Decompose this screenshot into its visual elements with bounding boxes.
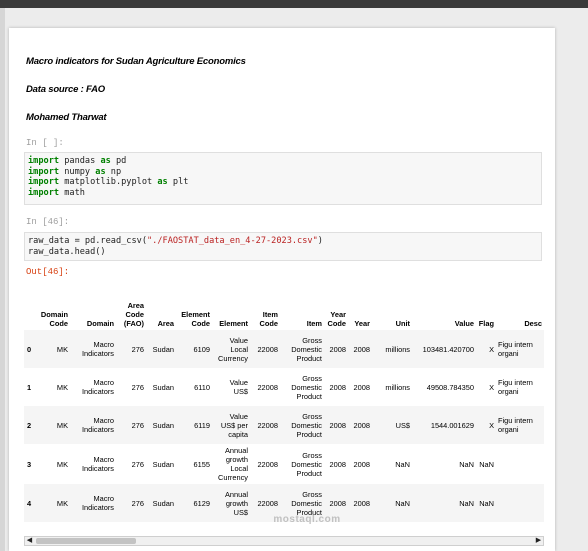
table-cell: Macro Indicators xyxy=(81,340,114,358)
table-cell: NaN xyxy=(479,498,494,508)
column-header: Item Code xyxy=(259,310,278,328)
table-cell: Macro Indicators xyxy=(81,494,114,512)
code-token: numpy xyxy=(59,166,96,177)
table-cell: 22008 xyxy=(257,498,278,508)
table-cell: Macro Indicators xyxy=(81,378,114,396)
table-cell: NaN xyxy=(479,459,494,469)
table-cell: Value US$ xyxy=(229,378,248,396)
horizontal-scrollbar[interactable] xyxy=(24,536,544,546)
cell1-prompt: In [ ]: xyxy=(26,138,64,148)
table-cell: 22008 xyxy=(257,459,278,469)
code-token: as xyxy=(95,166,106,177)
table-cell: Value Local Currency xyxy=(218,335,248,363)
table-cell: 276 xyxy=(131,498,144,508)
table-row xyxy=(24,330,544,368)
left-edge xyxy=(0,8,5,551)
column-header: Element xyxy=(219,319,248,328)
top-bar xyxy=(0,0,588,8)
column-header: Value xyxy=(454,319,474,328)
code-line xyxy=(28,247,541,258)
table-cell: 6109 xyxy=(193,344,210,354)
code-token: math xyxy=(59,187,85,198)
code-token: import xyxy=(28,166,60,177)
column-header: Year Code xyxy=(327,310,346,328)
code-token: pd xyxy=(110,156,127,166)
table-cell: 2008 xyxy=(353,420,370,430)
table-cell: MK xyxy=(56,420,68,430)
table-cell: Annual growth Local Currency xyxy=(218,446,248,482)
table-cell: Figu intern organi xyxy=(498,378,533,396)
row-index: 1 xyxy=(27,382,32,392)
column-header: Unit xyxy=(395,319,410,328)
table-cell: millions xyxy=(385,344,410,354)
column-header: Element Code xyxy=(181,310,210,328)
table-cell xyxy=(496,484,544,522)
table-cell: 2008 xyxy=(353,498,370,508)
code-token: raw_data = pd.read_csv( xyxy=(28,236,147,246)
table-cell: 276 xyxy=(131,420,144,430)
code-token: plt xyxy=(167,177,189,187)
table-cell: MK xyxy=(56,498,68,508)
table-cell: millions xyxy=(385,382,410,392)
table-cell: Gross Domestic Product xyxy=(291,411,322,439)
dataframe-table xyxy=(24,290,544,522)
column-header: Domain xyxy=(86,319,114,328)
code-token: import xyxy=(28,156,60,166)
table-cell: 103481.420700 xyxy=(422,344,474,354)
table-cell: 6129 xyxy=(193,498,210,508)
table-cell: Gross Domestic Product xyxy=(291,373,322,401)
table-cell: NaN xyxy=(395,498,410,508)
table-cell: 22008 xyxy=(257,382,278,392)
table-cell: Value US$ per capita xyxy=(220,411,248,439)
table-cell: MK xyxy=(56,382,68,392)
table-cell: X xyxy=(489,420,494,430)
table-cell xyxy=(496,444,544,484)
table-cell: 6119 xyxy=(194,420,210,430)
table-cell: MK xyxy=(56,344,68,354)
table-cell: Sudan xyxy=(152,344,174,354)
notebook-panel xyxy=(9,28,555,551)
table-cell: 1544.001629 xyxy=(430,420,474,430)
table-cell: Gross Domestic Product xyxy=(291,450,322,478)
table-cell: X xyxy=(489,344,494,354)
table-row xyxy=(24,406,544,444)
row-index: 4 xyxy=(27,498,32,508)
scroll-thumb[interactable] xyxy=(36,538,136,544)
code-token: as xyxy=(100,156,111,166)
table-cell: 49508.784350 xyxy=(426,382,474,392)
code-token: ) xyxy=(317,236,323,246)
scroll-right-icon[interactable]: ▶ xyxy=(535,537,542,544)
dataframe-output xyxy=(24,290,544,536)
column-header: Domain Code xyxy=(40,310,68,328)
row-index: 2 xyxy=(27,420,32,430)
table-cell: 2008 xyxy=(329,420,346,430)
table-cell: Sudan xyxy=(152,420,174,430)
table-cell: US$ xyxy=(395,420,410,430)
code-line xyxy=(28,188,541,199)
table-cell: Figu intern organi xyxy=(498,416,533,434)
code-line xyxy=(28,236,541,247)
output-prompt: Out[46]: xyxy=(26,267,70,277)
column-header: Area xyxy=(157,319,174,328)
code-cell-read-csv[interactable] xyxy=(24,232,542,261)
table-cell: 2008 xyxy=(329,459,346,469)
table-cell: 2008 xyxy=(353,382,370,392)
table-cell: Macro Indicators xyxy=(81,416,114,434)
data-source-text: Data source : FAO xyxy=(26,84,105,95)
table-cell: Macro Indicators xyxy=(81,455,114,473)
table-cell: 276 xyxy=(131,344,144,354)
table-cell: 2008 xyxy=(329,344,346,354)
table-cell: 2008 xyxy=(329,382,346,392)
row-index: 0 xyxy=(27,344,32,354)
table-cell: NaN xyxy=(459,498,474,508)
table-cell: Sudan xyxy=(152,382,174,392)
table-cell: Annual growth US$ xyxy=(224,489,248,517)
table-header-row xyxy=(24,290,544,330)
column-header xyxy=(24,290,38,330)
table-cell: Gross Domestic Product xyxy=(291,489,322,517)
table-cell: Figu intern organi xyxy=(498,340,533,358)
code-token: import xyxy=(28,177,60,187)
table-cell: 6155 xyxy=(193,459,210,469)
watermark-logo: mostaql.com xyxy=(273,514,341,525)
code-token: import xyxy=(28,187,60,198)
column-header: Area Code (FAO) xyxy=(123,301,144,328)
table-cell: 2008 xyxy=(329,498,346,508)
scroll-left-icon[interactable]: ◀ xyxy=(26,537,33,544)
code-token: as xyxy=(157,177,168,187)
table-row xyxy=(24,368,544,406)
table-cell: 6110 xyxy=(194,382,210,392)
column-header: Year xyxy=(354,319,370,328)
code-token: matplotlib.pyplot xyxy=(59,177,158,187)
table-cell: NaN xyxy=(395,459,410,469)
column-header: Flag xyxy=(478,319,494,328)
table-cell: 276 xyxy=(131,382,144,392)
row-index: 3 xyxy=(27,459,32,469)
code-token: pandas xyxy=(59,156,101,166)
column-header: Item xyxy=(306,319,322,328)
table-cell: Sudan xyxy=(152,498,174,508)
table-cell: 2008 xyxy=(353,459,370,469)
table-cell: 276 xyxy=(131,459,144,469)
table-row xyxy=(24,444,544,484)
table-cell: 22008 xyxy=(257,344,278,354)
table-cell: X xyxy=(489,382,494,392)
code-token: "./FAOSTAT_data_en_4-27-2023.csv" xyxy=(147,236,318,246)
code-line xyxy=(28,156,541,167)
notebook-title: Macro indicators for Sudan Agriculture Economics xyxy=(26,56,246,67)
code-cell-imports[interactable] xyxy=(24,152,542,205)
table-cell: Gross Domestic Product xyxy=(291,335,322,363)
code-line xyxy=(28,177,541,188)
author-name: Mohamed Tharwat xyxy=(26,112,107,123)
table-cell: MK xyxy=(56,459,68,469)
code-token: np xyxy=(105,166,122,177)
code-token: raw_data.head() xyxy=(28,246,106,257)
table-cell: NaN xyxy=(459,459,474,469)
table-cell: 2008 xyxy=(353,344,370,354)
table-cell: 22008 xyxy=(257,420,278,430)
column-header: Desc xyxy=(524,319,542,328)
cell2-prompt: In [46]: xyxy=(26,217,70,227)
table-cell: Sudan xyxy=(152,459,174,469)
code-line xyxy=(28,167,541,178)
